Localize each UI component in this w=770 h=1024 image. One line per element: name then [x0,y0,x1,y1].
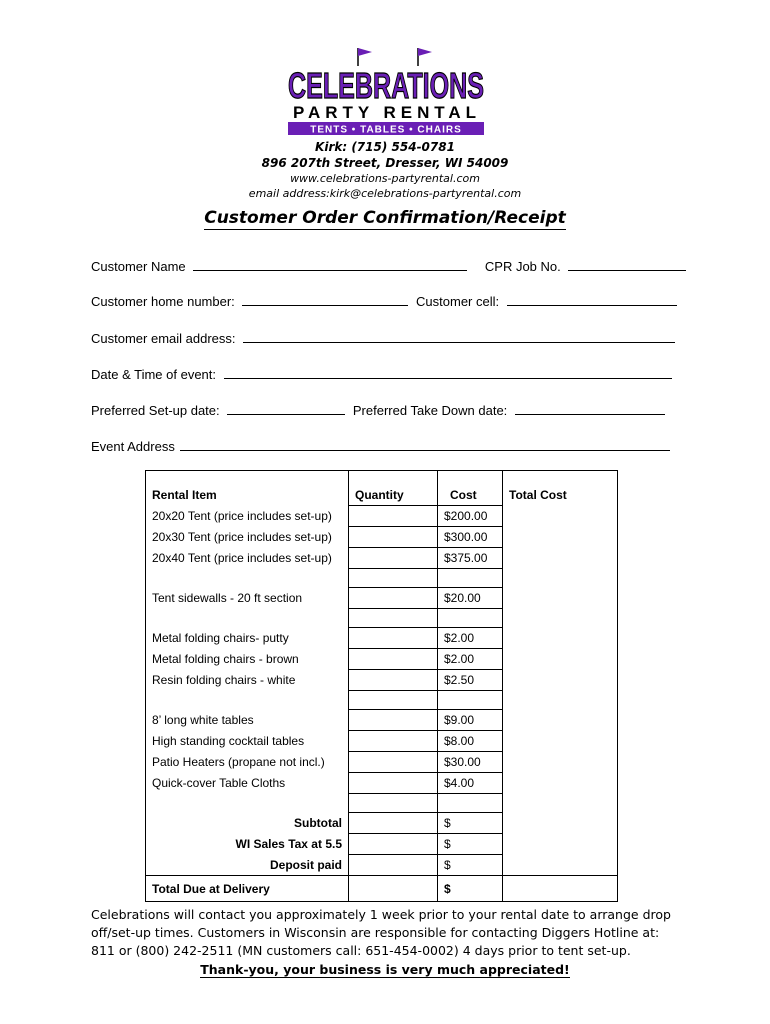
cost-cell: $30.00 [438,752,503,773]
date-time-field[interactable] [224,364,672,379]
setup-date-field[interactable] [227,400,345,415]
email-label: Customer email address: [91,331,236,346]
contact-email[interactable]: email address:kirk@celebrations-partyrental.com [248,187,522,200]
total-cost-cell[interactable] [503,773,618,794]
table-row [146,649,618,670]
thank-you-text: Thank-you, your business is very much appreciated! [200,962,570,977]
takedown-date-field[interactable] [515,400,665,415]
logo-line3: TENTS • TABLES • CHAIRS [310,124,462,136]
celebrations-logo [286,44,486,136]
header-total-cost: Total Cost [503,485,618,506]
cost-cell: $2.00 [438,649,503,670]
quantity-cell[interactable] [349,670,438,691]
table-header-row [146,485,618,506]
quantity-cell[interactable] [349,773,438,794]
item-name: Metal folding chairs- putty [146,628,349,649]
table-row [146,548,618,569]
quantity-cell[interactable] [349,628,438,649]
home-number-label: Customer home number: [91,294,235,309]
phone-row [91,291,676,311]
event-address-label: Event Address [91,439,175,454]
header-rental-item: Rental Item [146,485,349,506]
cell-field[interactable] [507,291,677,306]
date-time-label: Date & Time of event: [91,367,217,382]
item-name: 20x30 Tent (price includes set-up) [146,527,349,548]
cost-cell: $300.00 [438,527,503,548]
contact-website[interactable]: www.celebrations-partyrental.com [290,172,480,185]
total-cost-cell[interactable] [503,752,618,773]
customer-name-row [91,256,676,276]
cost-cell: $2.50 [438,670,503,691]
page-title-text: Customer Order Confirmation/Receipt [204,208,566,228]
flag-icon [358,48,372,66]
table-row [146,506,618,527]
date-time-row [91,364,676,384]
setup-date-label: Preferred Set-up date: [91,403,220,418]
total-cost-cell[interactable] [503,670,618,691]
customer-name-field[interactable] [193,256,467,271]
thank-you-note [0,962,770,977]
item-name: Patio Heaters (propane not incl.) [146,752,349,773]
total-cost-cell[interactable] [503,710,618,731]
item-name: Quick-cover Table Cloths [146,773,349,794]
deposit-label: Deposit paid [146,855,349,876]
table-row [146,527,618,548]
quantity-cell[interactable] [349,731,438,752]
header-quantity: Quantity [349,485,438,506]
cpr-job-label: CPR Job No. [484,259,561,274]
quantity-cell[interactable] [349,506,438,527]
event-address-row [91,436,676,456]
quantity-cell[interactable] [349,649,438,670]
total-cost-cell[interactable] [503,548,618,569]
item-name: High standing cocktail tables [146,731,349,752]
item-name: Resin folding chairs - white [146,670,349,691]
cost-cell: $20.00 [438,588,503,609]
cost-cell: $9.00 [438,710,503,731]
table-row [146,731,618,752]
table-row [146,628,618,649]
sales-tax-value[interactable]: $ [438,834,503,855]
quantity-cell[interactable] [349,710,438,731]
total-cost-cell[interactable] [503,628,618,649]
subtotal-label: Subtotal [146,813,349,834]
total-cost-cell[interactable] [503,506,618,527]
cost-cell: $200.00 [438,506,503,527]
subtotal-row [146,813,618,834]
total-cost-cell[interactable] [503,527,618,548]
email-field[interactable] [243,328,675,343]
total-cost-cell[interactable] [503,649,618,670]
page-title [0,208,770,228]
sales-tax-label: WI Sales Tax at 5.5 [146,834,349,855]
table-row [146,670,618,691]
takedown-date-label: Preferred Take Down date: [352,403,508,418]
dates-row [91,400,676,420]
logo-line2: PARTY RENTAL [293,103,479,122]
total-cost-cell[interactable] [503,588,618,609]
item-name: 8’ long white tables [146,710,349,731]
rental-items-table [145,470,618,902]
footer-notice: Celebrations will contact you approximately 1 week prior to your rental date to arrange drop off/set-up times. Customers in Wisconsin are responsible for contacting Diggers Hotline at: 811 or (800) 242-2511 (MN customers call: 651-454-0002) 4 days prior to tent set-up. [91,907,671,958]
cost-cell: $375.00 [438,548,503,569]
item-name: 20x40 Tent (price includes set-up) [146,548,349,569]
cost-cell: $4.00 [438,773,503,794]
deposit-row [146,855,618,876]
contact-address: 896 207th Street, Dresser, WI 54009 [261,156,509,170]
header-cost: Cost [438,485,503,506]
customer-name-label: Customer Name [91,259,186,274]
contact-phone: Kirk: (715) 554-0781 [315,140,455,154]
cell-label: Customer cell: [416,294,500,309]
event-address-field[interactable] [180,436,670,451]
table-row [146,773,618,794]
flag-icon [418,48,432,66]
sales-tax-row [146,834,618,855]
quantity-cell[interactable] [349,752,438,773]
total-due-label: Total Due at Delivery [146,876,349,902]
quantity-cell[interactable] [349,588,438,609]
item-name: Tent sidewalls - 20 ft section [146,588,349,609]
deposit-value[interactable]: $ [438,855,503,876]
logo-line1: CELEBRATIONS [288,65,484,106]
item-name: 20x20 Tent (price includes set-up) [146,506,349,527]
cpr-job-field[interactable] [568,256,686,271]
email-row [91,328,676,348]
home-number-field[interactable] [242,291,408,306]
item-name: Metal folding chairs - brown [146,649,349,670]
total-due-value[interactable]: $ [438,876,503,902]
subtotal-value[interactable]: $ [438,813,503,834]
quantity-cell[interactable] [349,527,438,548]
cost-cell: $8.00 [438,731,503,752]
table-row [146,752,618,773]
total-due-row [146,876,618,902]
quantity-cell[interactable] [349,548,438,569]
total-cost-cell[interactable] [503,731,618,752]
table-row [146,588,618,609]
table-row [146,710,618,731]
cost-cell: $2.00 [438,628,503,649]
